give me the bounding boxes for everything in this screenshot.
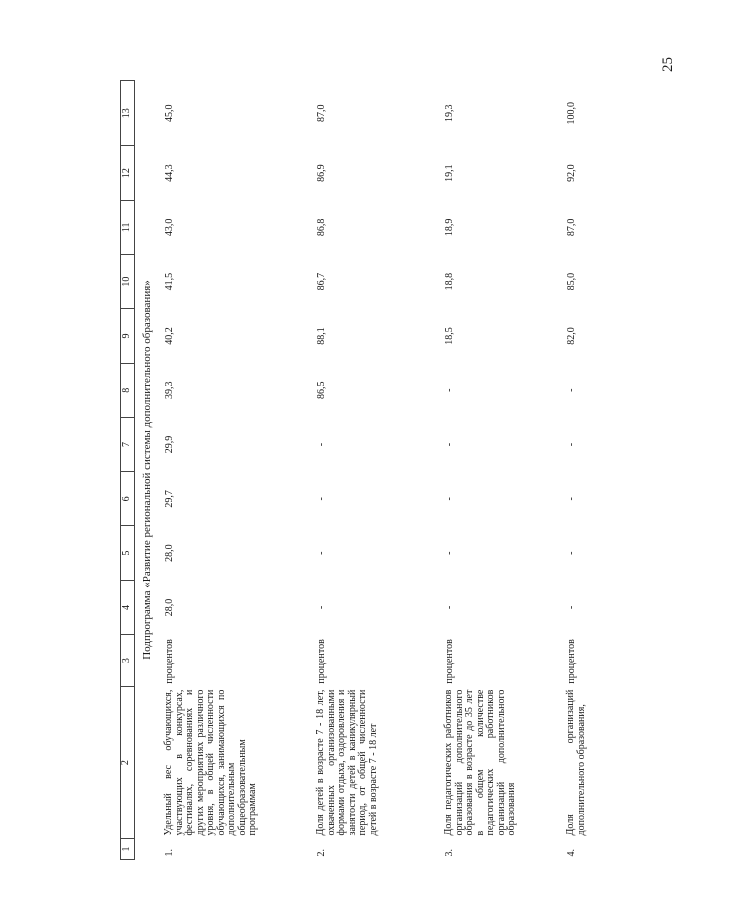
value-cell: 28,0 bbox=[164, 598, 175, 617]
header-row bbox=[121, 81, 135, 860]
value-cell: 40,2 bbox=[164, 327, 175, 345]
value-cell: 44,3 bbox=[164, 164, 175, 182]
header-cell: 5 bbox=[121, 526, 135, 580]
unit-cell: процентов bbox=[566, 639, 577, 684]
table-row bbox=[315, 81, 443, 860]
header-cell: 11 bbox=[121, 200, 135, 254]
value-cell: - bbox=[444, 497, 455, 501]
value-cell: 18,5 bbox=[444, 327, 455, 345]
value-cell: 18,9 bbox=[444, 218, 455, 237]
header-cell: 6 bbox=[121, 472, 135, 526]
row-number: 3. bbox=[444, 849, 455, 857]
value-cell: - bbox=[316, 605, 327, 610]
value-cell: - bbox=[444, 551, 455, 555]
subprogram-row bbox=[135, 81, 164, 860]
row-number: 2. bbox=[316, 849, 327, 857]
table-row bbox=[443, 81, 565, 860]
value-cell: - bbox=[444, 605, 455, 610]
page-number: 25 bbox=[660, 57, 676, 72]
value-cell: 86,5 bbox=[316, 381, 327, 399]
value-cell: - bbox=[566, 497, 577, 501]
value-cell: 18,8 bbox=[444, 272, 455, 291]
value-cell: - bbox=[316, 497, 327, 501]
unit-cell: процентов bbox=[164, 639, 175, 684]
header-cell: 9 bbox=[121, 309, 135, 363]
value-cell: 87,0 bbox=[316, 104, 327, 122]
row-number: 4. bbox=[566, 849, 577, 857]
value-cell: 19,3 bbox=[444, 104, 455, 122]
value-cell: - bbox=[566, 388, 577, 392]
header-cell: 10 bbox=[121, 255, 135, 309]
value-cell: 92,0 bbox=[566, 164, 577, 182]
indicators-table bbox=[120, 80, 607, 860]
value-cell: - bbox=[316, 551, 327, 555]
value-cell: 100,0 bbox=[566, 101, 577, 125]
header-cell: 4 bbox=[121, 580, 135, 634]
value-cell: 43,0 bbox=[164, 218, 175, 237]
subprogram-title: Подпрограмма «Развитие региональной системы дополнительного образования» bbox=[141, 280, 153, 660]
value-cell: 88,1 bbox=[316, 327, 327, 345]
header-cell: 1 bbox=[121, 838, 135, 859]
value-cell: 19,1 bbox=[444, 164, 455, 182]
row-number: 1. bbox=[164, 849, 175, 857]
unit-cell: процентов bbox=[316, 639, 327, 684]
value-cell: 86,8 bbox=[316, 218, 327, 237]
value-cell: 87,0 bbox=[566, 218, 577, 237]
indicator-name: Удельный вес обучающихся, участвующих в конкурсах, фестивалях, соревнованиях и других мероприятиях различного уровня, в общей численности обучающихся, занимающихся по дополнительным общеобразовательным программам bbox=[163, 689, 258, 836]
rotated-table-page bbox=[120, 80, 730, 860]
table-row bbox=[163, 81, 315, 860]
value-cell: - bbox=[566, 442, 577, 447]
value-cell: 85,0 bbox=[566, 272, 577, 291]
value-cell: - bbox=[566, 551, 577, 555]
header-cell: 7 bbox=[121, 417, 135, 471]
value-cell: - bbox=[444, 442, 455, 447]
header-cell: 12 bbox=[121, 146, 135, 200]
value-cell: 29,9 bbox=[164, 435, 175, 454]
indicator-name: Доля педагогических работников организаций дополнительного образования в возрасте до 35 лет в общем количестве педагогических работников организаций дополнительного образования bbox=[443, 689, 517, 836]
value-cell: 82,0 bbox=[566, 327, 577, 345]
value-cell: - bbox=[566, 605, 577, 610]
value-cell: 39,3 bbox=[164, 381, 175, 399]
value-cell: 28,0 bbox=[164, 544, 175, 562]
header-cell: 8 bbox=[121, 363, 135, 417]
value-cell: 29,7 bbox=[164, 490, 175, 508]
header-cell: 2 bbox=[121, 687, 135, 839]
value-cell: 86,7 bbox=[316, 272, 327, 291]
unit-cell: процентов bbox=[444, 639, 455, 684]
indicator-name: Доля организаций дополнительного образования, bbox=[565, 689, 587, 836]
table-row bbox=[565, 81, 607, 860]
value-cell: 45,0 bbox=[164, 104, 175, 122]
header-cell: 13 bbox=[121, 81, 135, 146]
value-cell: 41,5 bbox=[164, 272, 175, 291]
value-cell: 86,9 bbox=[316, 164, 327, 182]
indicator-name: Доля детей в возрасте 7 - 18 лет, охваченных организованными формами отдыха, оздоровления и занятости детей в каникулярный период, от общей численности детей в возрасте 7 - 18 лет bbox=[315, 689, 379, 836]
header-cell: 3 bbox=[121, 635, 135, 687]
value-cell: - bbox=[316, 442, 327, 447]
value-cell: - bbox=[444, 388, 455, 392]
